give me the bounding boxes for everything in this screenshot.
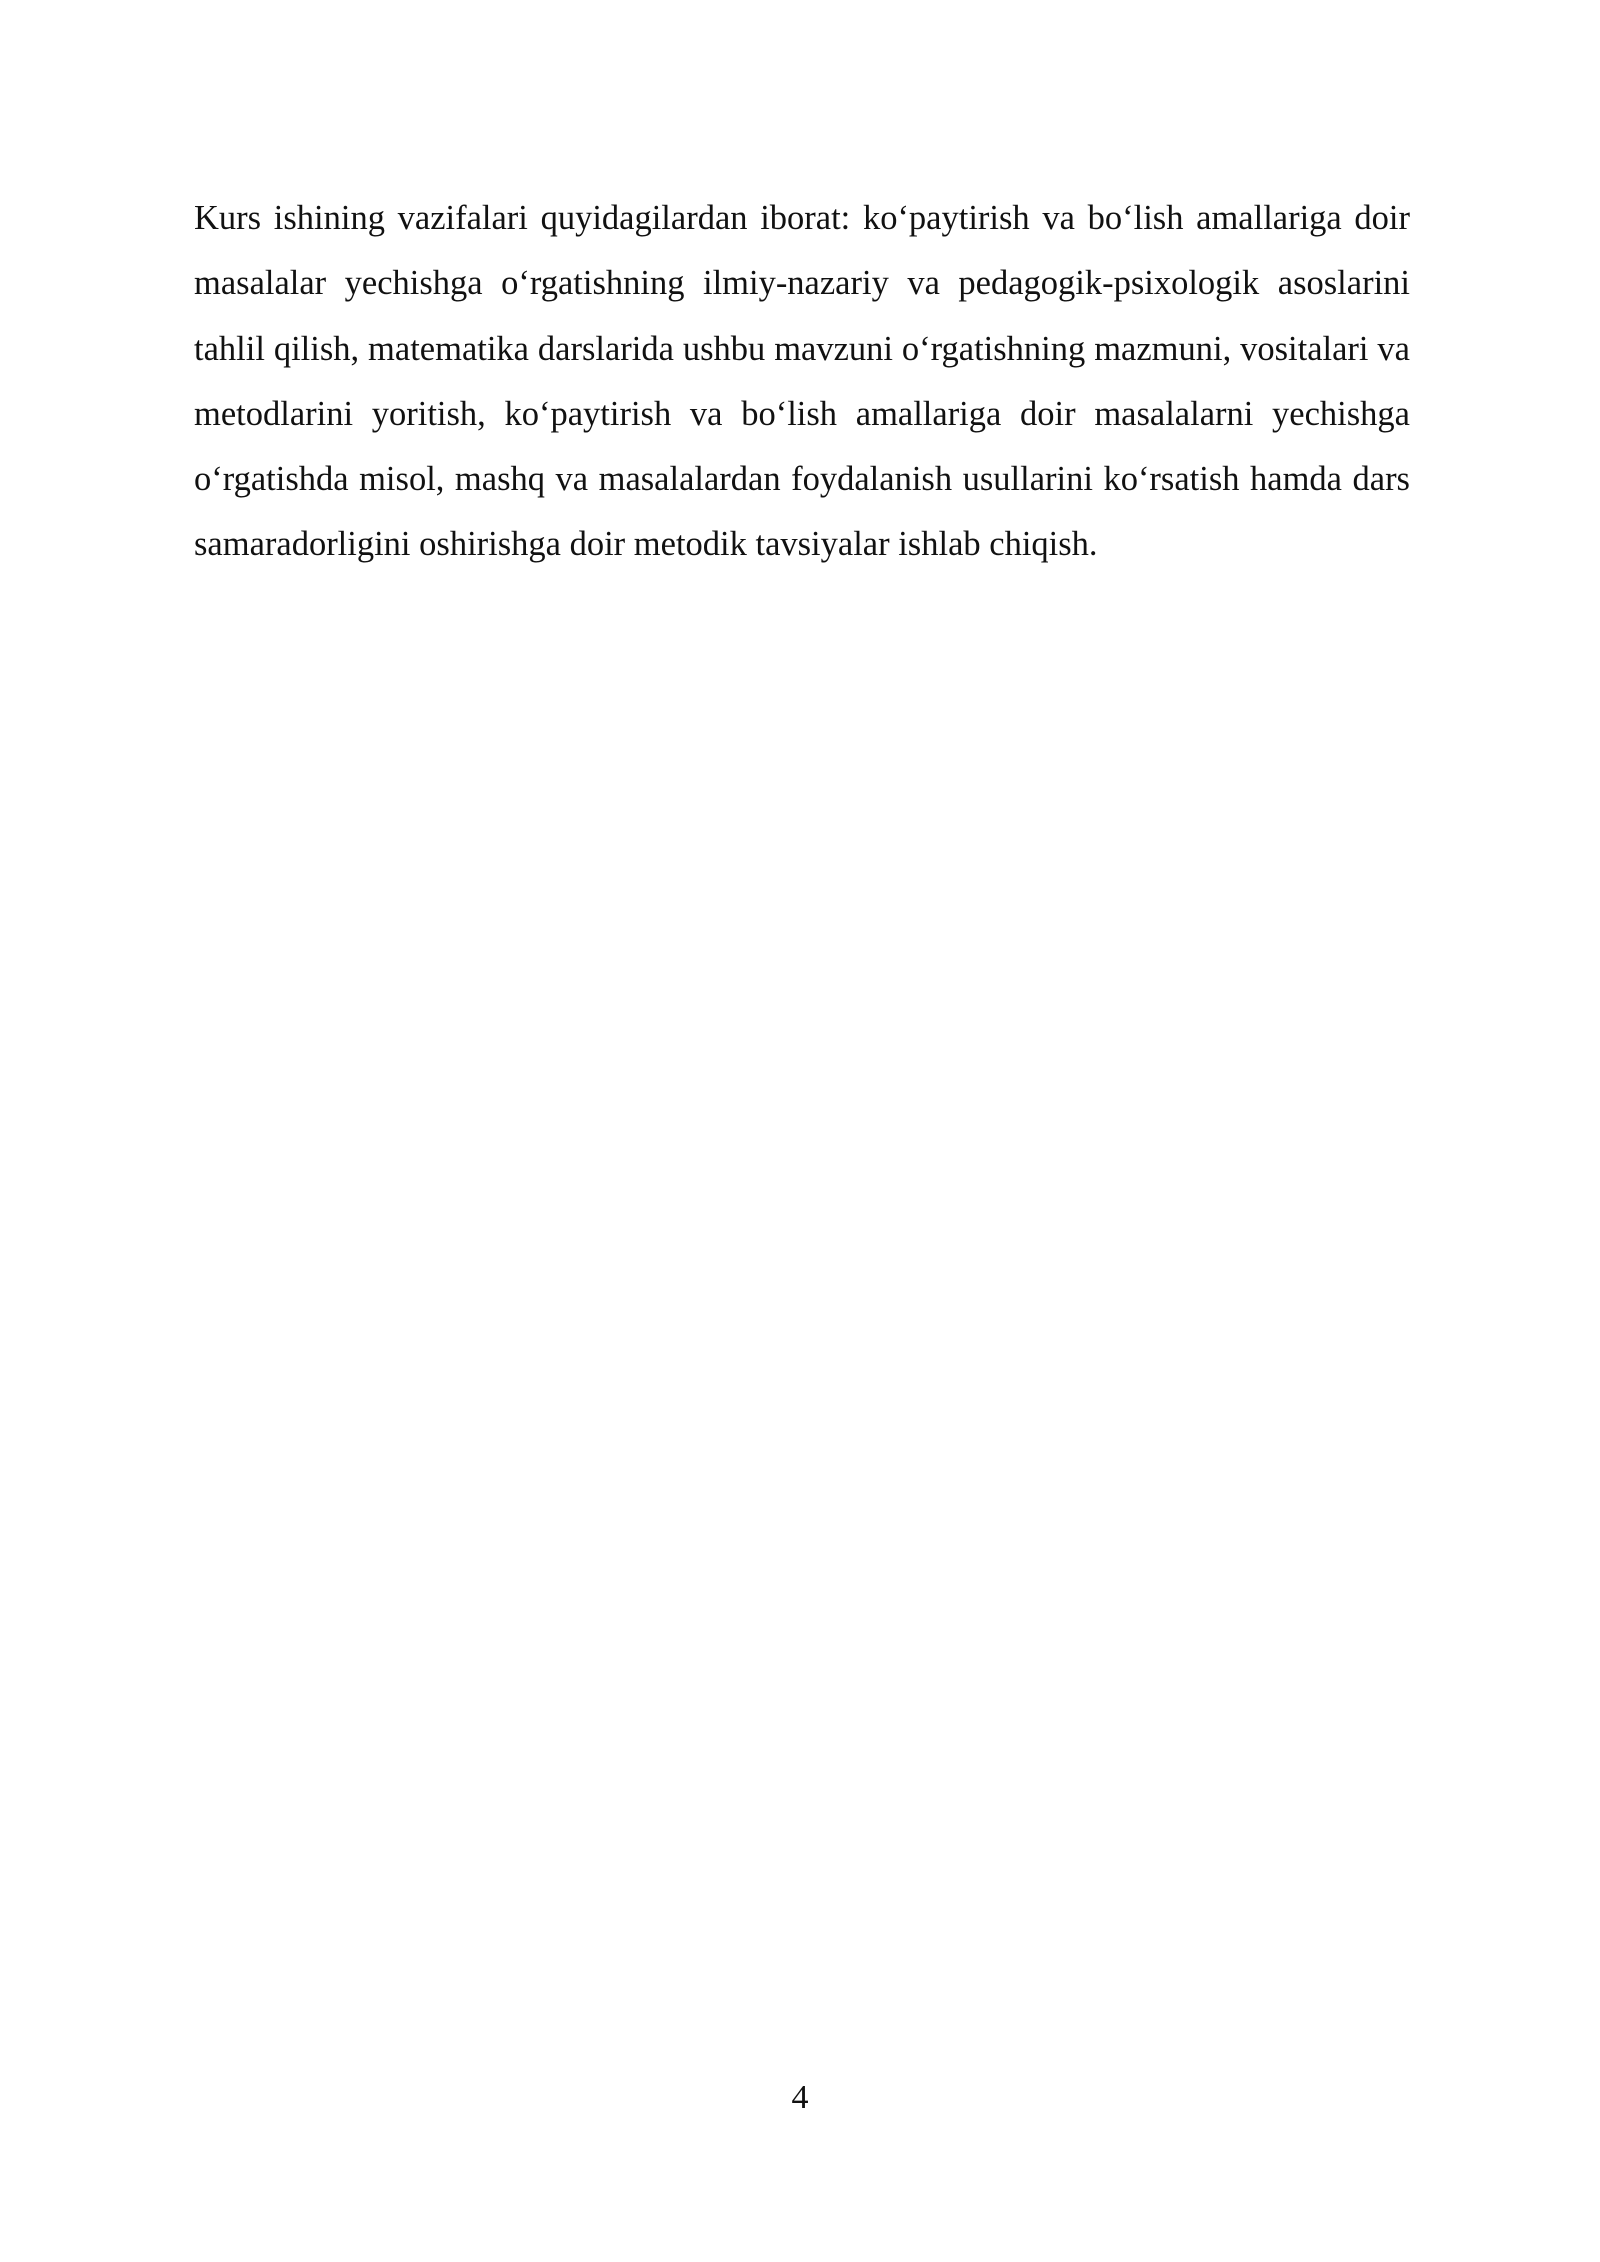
body-paragraph: Kurs ishining vazifalari quyidagilardan iborat: ko‘paytirish va bo‘lish amallariga doir masalalar yechishga o‘rgatishning ilmiy-nazariy va pedagogik-psixologik asoslarini tahlil qilish, matematika darslarida ushbu mavzuni o‘rgatishning mazmuni, vositalari va metodlarini yoritish, ko‘paytirish va bo‘lish amallariga doir masalalarni yechishga o‘rgatishda misol, mashq va masalalardan foydalanish usullarini ko‘rsatish hamda dars samaradorligini oshirishga doir metodik tavsiyalar ishlab chiqish. — [194, 199, 1410, 564]
page-number: 4 — [791, 2079, 809, 2116]
